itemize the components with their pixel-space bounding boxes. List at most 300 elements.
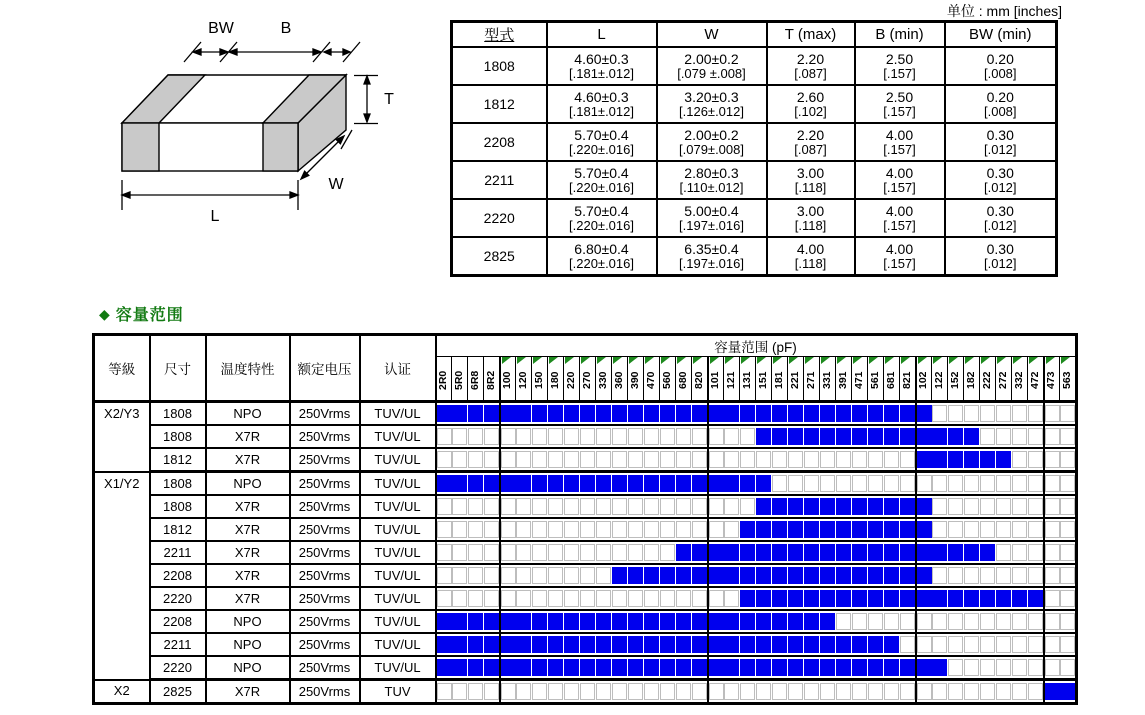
cap-empty-mark — [948, 659, 963, 676]
cap-size: 1808 — [150, 402, 206, 426]
cap-cell — [772, 448, 788, 472]
cap-available-mark — [884, 590, 899, 607]
dim-type: 2211 — [452, 161, 547, 199]
cap-cell — [644, 680, 660, 704]
cap-size: 2208 — [150, 564, 206, 587]
cap-cell — [804, 656, 820, 680]
cap-empty-mark — [452, 521, 467, 538]
cap-cell — [964, 472, 980, 496]
cap-cell — [644, 425, 660, 448]
cap-empty-mark — [532, 567, 547, 584]
cap-cell — [1028, 448, 1044, 472]
cap-cell — [1044, 564, 1060, 587]
cap-available-mark — [468, 659, 483, 676]
cap-empty-mark — [484, 590, 499, 607]
cap-cell — [692, 633, 708, 656]
cap-cell — [692, 564, 708, 587]
cap-empty-mark — [437, 683, 452, 700]
cap-empty-mark — [740, 683, 755, 700]
cap-available-mark — [692, 659, 707, 676]
cap-empty-mark — [932, 613, 947, 630]
cap-empty-mark — [948, 613, 963, 630]
cap-empty-mark — [437, 567, 452, 584]
dim-cell: 5.00±0.4 [.197±.016] — [657, 199, 767, 237]
cap-empty-mark — [788, 451, 803, 468]
cap-available-mark — [580, 659, 595, 676]
dim-header: W — [657, 22, 767, 48]
cap-empty-mark — [820, 683, 835, 700]
cap-code-header: 560 — [660, 357, 676, 402]
cap-empty-mark — [964, 567, 979, 584]
cap-available-mark — [836, 521, 851, 538]
cap-row — [94, 564, 1077, 587]
cap-cell — [868, 402, 884, 426]
cap-code-header: 330 — [596, 357, 612, 402]
cap-empty-mark — [468, 521, 483, 538]
cap-cell — [1012, 402, 1028, 426]
cap-cell — [628, 633, 644, 656]
cap-cell — [564, 587, 580, 610]
dim-row — [452, 237, 1057, 276]
cap-cell — [948, 425, 964, 448]
cap-available-mark — [788, 636, 803, 653]
cap-cell — [756, 402, 772, 426]
cap-cell — [740, 564, 756, 587]
cap-cell — [516, 472, 532, 496]
cap-empty-mark — [628, 683, 643, 700]
cap-empty-mark — [996, 521, 1011, 538]
cap-empty-mark — [692, 521, 707, 538]
cap-empty-mark — [580, 590, 595, 607]
cap-available-mark — [836, 567, 851, 584]
cap-cell — [900, 564, 916, 587]
cap-available-mark — [917, 428, 932, 445]
cap-cell — [1060, 656, 1077, 680]
cap-cell — [596, 472, 612, 496]
cap-empty-mark — [501, 428, 516, 445]
cap-empty-mark — [468, 451, 483, 468]
cap-cell — [580, 425, 596, 448]
cap-empty-mark — [484, 544, 499, 561]
cap-available-mark — [884, 567, 899, 584]
cap-empty-mark — [501, 590, 516, 607]
cap-cell — [980, 680, 996, 704]
cap-row — [94, 680, 1077, 704]
cap-cell — [932, 541, 948, 564]
cap-empty-mark — [564, 544, 579, 561]
cap-cell — [596, 402, 612, 426]
cap-cell — [964, 587, 980, 610]
cap-empty-mark — [452, 451, 467, 468]
cap-empty-mark — [948, 683, 963, 700]
cap-available-mark — [484, 636, 499, 653]
cap-empty-mark — [548, 567, 563, 584]
cap-size: 2211 — [150, 633, 206, 656]
cap-cell — [916, 495, 932, 518]
cap-size: 1808 — [150, 495, 206, 518]
cap-available-mark — [852, 590, 867, 607]
cap-available-mark — [917, 567, 932, 584]
cap-available-mark — [772, 544, 787, 561]
cap-cell — [756, 680, 772, 704]
cap-empty-mark — [756, 451, 771, 468]
cap-available-mark — [484, 613, 499, 630]
cap-available-mark — [836, 544, 851, 561]
cap-cell — [692, 425, 708, 448]
cap-code-header: 390 — [628, 357, 644, 402]
cap-cell — [676, 448, 692, 472]
cap-cell — [468, 564, 484, 587]
cap-available-mark — [820, 590, 835, 607]
cap-available-mark — [644, 636, 659, 653]
cap-empty-mark — [1045, 521, 1060, 538]
cap-empty-mark — [1028, 521, 1043, 538]
cap-empty-mark — [1028, 613, 1043, 630]
cap-cell — [948, 495, 964, 518]
cap-voltage: 250Vrms — [290, 518, 360, 541]
cap-empty-mark — [596, 683, 611, 700]
cap-cell — [548, 518, 564, 541]
cap-cell — [804, 680, 820, 704]
cap-temp: NPO — [206, 633, 290, 656]
cap-temp: NPO — [206, 472, 290, 496]
dim-cell: 4.60±0.3 [.181±.012] — [547, 85, 657, 123]
cap-cell — [852, 680, 868, 704]
cap-empty-mark — [724, 498, 739, 515]
cap-cell — [468, 633, 484, 656]
cap-available-mark — [612, 636, 627, 653]
cap-cell — [676, 425, 692, 448]
cap-voltage: 250Vrms — [290, 402, 360, 426]
cap-empty-mark — [516, 590, 531, 607]
cap-cell — [644, 518, 660, 541]
cap-cell — [484, 656, 500, 680]
dim-header: BW (min) — [945, 22, 1057, 48]
cap-cell — [484, 564, 500, 587]
cap-empty-mark — [532, 590, 547, 607]
cap-cell — [996, 425, 1012, 448]
cap-empty-mark — [437, 498, 452, 515]
cap-cell — [468, 587, 484, 610]
cap-code-header: 391 — [836, 357, 852, 402]
cap-cell — [868, 425, 884, 448]
cap-cell — [884, 425, 900, 448]
dim-header: 型式 — [452, 22, 547, 48]
cap-empty-mark — [548, 521, 563, 538]
cap-available-mark — [532, 405, 547, 422]
cap-available-mark — [836, 428, 851, 445]
cap-cell — [692, 518, 708, 541]
cap-available-mark — [596, 659, 611, 676]
cap-available-mark — [740, 613, 755, 630]
cap-cell — [532, 402, 548, 426]
cap-available-mark — [756, 428, 771, 445]
cap-code-header: 680 — [676, 357, 692, 402]
cap-row — [94, 472, 1077, 496]
cap-cell — [932, 564, 948, 587]
cap-available-mark — [612, 475, 627, 492]
cap-cell — [436, 472, 452, 496]
cap-available-mark — [612, 659, 627, 676]
cap-cell — [468, 518, 484, 541]
cap-cell — [884, 541, 900, 564]
cap-cell — [724, 425, 740, 448]
cap-empty-mark — [756, 683, 771, 700]
cap-empty-mark — [868, 683, 883, 700]
cap-cell — [756, 564, 772, 587]
cap-cell — [452, 541, 468, 564]
cap-cell — [900, 425, 916, 448]
cap-cell — [596, 610, 612, 633]
cap-cell — [468, 656, 484, 680]
header-grade: 等級 — [94, 335, 150, 402]
cap-available-mark — [564, 405, 579, 422]
cap-cell — [1012, 425, 1028, 448]
cap-grade: X2/Y3 — [94, 402, 150, 472]
cap-cert: TUV/UL — [360, 541, 436, 564]
cap-empty-mark — [596, 428, 611, 445]
cap-cell — [676, 472, 692, 496]
cap-empty-mark — [692, 428, 707, 445]
cap-cell — [452, 656, 468, 680]
cap-empty-mark — [724, 521, 739, 538]
cap-cell — [500, 448, 516, 472]
cap-cell — [836, 610, 852, 633]
cap-empty-mark — [996, 567, 1011, 584]
cap-cell — [532, 541, 548, 564]
cap-available-mark — [836, 590, 851, 607]
cap-empty-mark — [501, 498, 516, 515]
cap-grade: X1/Y2 — [94, 472, 150, 680]
cap-cell — [948, 656, 964, 680]
cap-cell — [708, 448, 724, 472]
cap-cell — [804, 587, 820, 610]
cap-empty-mark — [724, 590, 739, 607]
cap-available-mark — [628, 567, 643, 584]
cap-cell — [628, 448, 644, 472]
cap-empty-mark — [676, 683, 691, 700]
cap-empty-mark — [532, 521, 547, 538]
dim-cell: 5.70±0.4 [.220±.016] — [547, 161, 657, 199]
cap-available-mark — [660, 405, 675, 422]
dim-type: 2220 — [452, 199, 547, 237]
cap-empty-mark — [676, 590, 691, 607]
cap-cell — [436, 448, 452, 472]
cap-empty-mark — [452, 567, 467, 584]
cap-cell — [500, 518, 516, 541]
cap-cell — [884, 564, 900, 587]
cap-temp: X7R — [206, 587, 290, 610]
cap-cert: TUV/UL — [360, 425, 436, 448]
cap-available-mark — [932, 590, 947, 607]
cap-cell — [724, 656, 740, 680]
cap-cell — [532, 472, 548, 496]
cap-cell — [772, 680, 788, 704]
cap-empty-mark — [564, 567, 579, 584]
cap-empty-mark — [676, 498, 691, 515]
cap-available-mark — [660, 567, 675, 584]
cap-available-mark — [612, 405, 627, 422]
cap-cell — [1060, 610, 1077, 633]
cap-empty-mark — [996, 475, 1011, 492]
cap-cell — [964, 541, 980, 564]
cap-empty-mark — [660, 451, 675, 468]
header-size: 尺寸 — [150, 335, 206, 402]
cap-cell — [660, 610, 676, 633]
cap-cell — [452, 680, 468, 704]
cap-available-mark — [564, 636, 579, 653]
dim-type: 2208 — [452, 123, 547, 161]
cap-empty-mark — [820, 451, 835, 468]
cap-empty-mark — [1045, 636, 1060, 653]
cap-code-header: 181 — [772, 357, 788, 402]
cap-empty-mark — [980, 567, 995, 584]
cap-cell — [868, 518, 884, 541]
cap-available-mark — [724, 659, 739, 676]
cap-available-mark — [644, 475, 659, 492]
cap-empty-mark — [996, 659, 1011, 676]
cap-empty-mark — [932, 567, 947, 584]
cap-empty-mark — [692, 683, 707, 700]
cap-cell — [804, 518, 820, 541]
cap-empty-mark — [964, 613, 979, 630]
cap-available-mark — [804, 567, 819, 584]
cap-available-mark — [468, 475, 483, 492]
cap-code-header: 331 — [820, 357, 836, 402]
cap-cell — [820, 610, 836, 633]
cap-available-mark — [564, 613, 579, 630]
cap-cell — [740, 633, 756, 656]
cap-empty-mark — [484, 521, 499, 538]
cap-empty-mark — [580, 451, 595, 468]
cap-cell — [1012, 680, 1028, 704]
cap-available-mark — [917, 451, 932, 468]
cap-code-header: 332 — [1012, 357, 1028, 402]
cap-cell — [436, 518, 452, 541]
cap-available-mark — [852, 498, 867, 515]
cap-cell — [868, 495, 884, 518]
cap-cell — [484, 610, 500, 633]
cap-row — [94, 656, 1077, 680]
cap-cell — [900, 656, 916, 680]
cap-cell — [580, 587, 596, 610]
cap-cell — [516, 448, 532, 472]
cap-empty-mark — [996, 428, 1011, 445]
cap-voltage: 250Vrms — [290, 680, 360, 704]
cap-cell — [676, 495, 692, 518]
cap-available-mark — [772, 567, 787, 584]
dim-cell: 2.50 [.157] — [855, 85, 945, 123]
cap-cell — [516, 610, 532, 633]
cap-available-mark — [964, 451, 979, 468]
cap-cell — [836, 541, 852, 564]
cap-empty-mark — [468, 590, 483, 607]
cap-cell — [740, 541, 756, 564]
cap-cell — [660, 633, 676, 656]
cap-voltage: 250Vrms — [290, 587, 360, 610]
cap-temp: X7R — [206, 448, 290, 472]
cap-cell — [516, 518, 532, 541]
cap-empty-mark — [612, 521, 627, 538]
cap-empty-mark — [996, 636, 1011, 653]
cap-cell — [948, 587, 964, 610]
cap-cert: TUV/UL — [360, 633, 436, 656]
cap-empty-mark — [1012, 613, 1027, 630]
cap-available-mark — [900, 405, 915, 422]
cap-code-header: 561 — [868, 357, 884, 402]
cap-code-header: 5R0 — [452, 357, 468, 402]
cap-cell — [564, 448, 580, 472]
cap-cell — [468, 472, 484, 496]
cap-available-mark — [772, 636, 787, 653]
cap-cell — [500, 472, 516, 496]
cap-empty-mark — [917, 683, 932, 700]
cap-empty-mark — [724, 428, 739, 445]
cap-temp: NPO — [206, 402, 290, 426]
cap-available-mark — [948, 590, 963, 607]
cap-empty-mark — [772, 451, 787, 468]
cap-cell — [708, 518, 724, 541]
cap-available-mark — [996, 451, 1011, 468]
cap-cell — [740, 656, 756, 680]
cap-empty-mark — [788, 475, 803, 492]
cap-cell — [676, 680, 692, 704]
cap-cert: TUV/UL — [360, 656, 436, 680]
cap-empty-mark — [548, 544, 563, 561]
cap-cell — [452, 610, 468, 633]
cap-cell — [724, 541, 740, 564]
cap-cell — [548, 541, 564, 564]
header-capacitance-range: 容量范围 (pF) — [436, 335, 1077, 357]
cap-cell — [932, 402, 948, 426]
cap-cell — [1028, 610, 1044, 633]
cap-available-mark — [820, 636, 835, 653]
cap-row — [94, 518, 1077, 541]
cap-available-mark — [437, 405, 452, 422]
cap-cell — [564, 425, 580, 448]
cap-empty-mark — [628, 451, 643, 468]
cap-empty-mark — [564, 498, 579, 515]
cap-cell — [724, 518, 740, 541]
dim-cell: 3.00 [.118] — [767, 161, 855, 199]
cap-available-mark — [836, 636, 851, 653]
cap-cell — [884, 587, 900, 610]
cap-cell — [708, 680, 724, 704]
cap-empty-mark — [1060, 451, 1075, 468]
cap-cell — [740, 425, 756, 448]
cap-cell — [484, 541, 500, 564]
cap-empty-mark — [596, 590, 611, 607]
cap-cell — [724, 472, 740, 496]
cap-available-mark — [580, 405, 595, 422]
cap-cert: TUV/UL — [360, 587, 436, 610]
cap-cell — [580, 541, 596, 564]
cap-available-mark — [868, 659, 883, 676]
cap-cell — [964, 680, 980, 704]
cap-cell — [628, 495, 644, 518]
cap-empty-mark — [548, 590, 563, 607]
cap-empty-mark — [452, 683, 467, 700]
cap-size: 2208 — [150, 610, 206, 633]
cap-cell — [788, 448, 804, 472]
cap-empty-mark — [612, 683, 627, 700]
cap-empty-mark — [452, 498, 467, 515]
cap-cell — [724, 587, 740, 610]
cap-cell — [980, 472, 996, 496]
cap-cell — [980, 564, 996, 587]
cap-code-header: 563 — [1060, 357, 1077, 402]
cap-cell — [692, 587, 708, 610]
